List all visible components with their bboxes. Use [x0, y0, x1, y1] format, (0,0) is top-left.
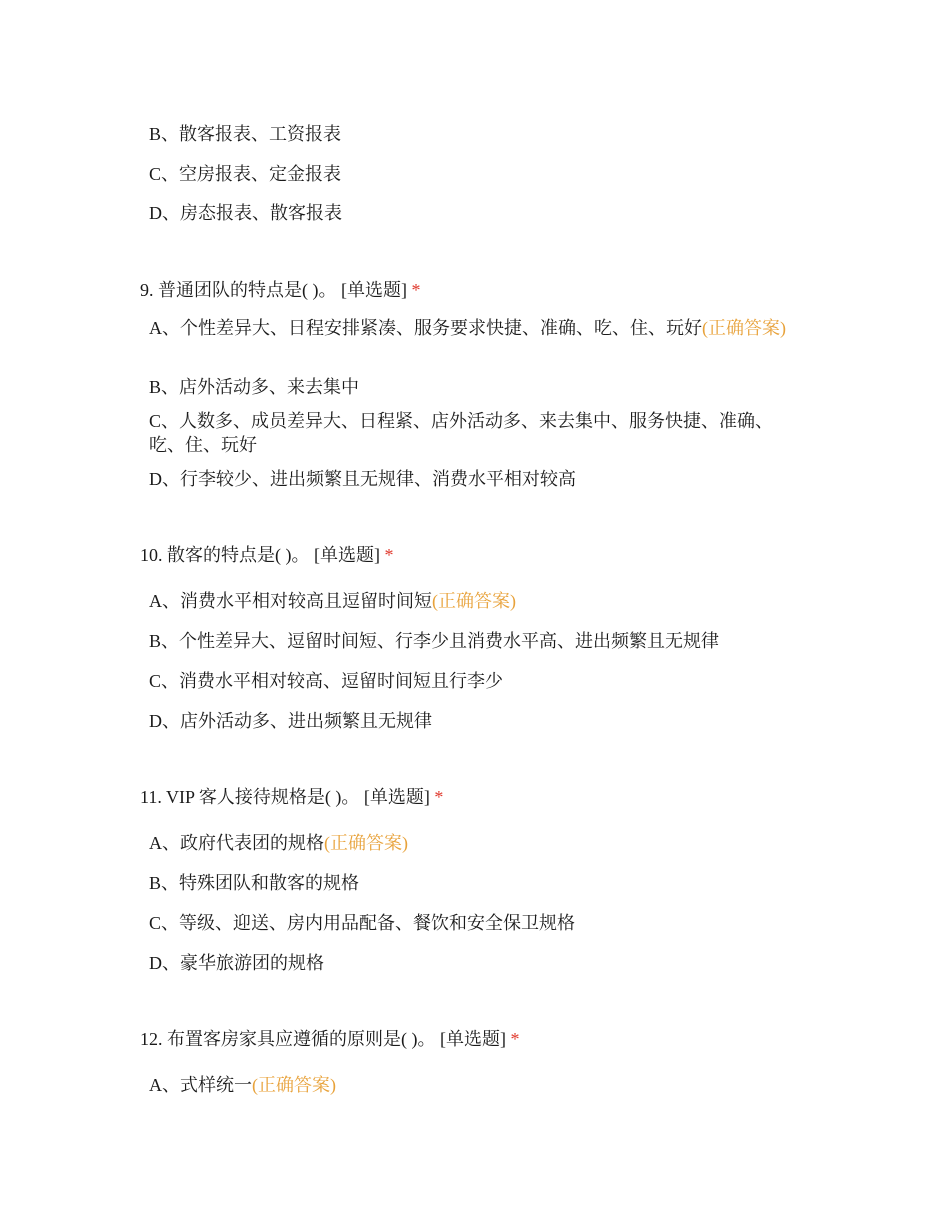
- option-text: C、人数多、成员差异大、日程紧、店外活动多、来去集中、服务快捷、准确、吃、住、玩好: [149, 411, 774, 455]
- q8-option-b: B、散客报表、工资报表: [149, 124, 342, 144]
- q10-option-d: [149, 709, 799, 733]
- option-text: A、个性差异大、日程安排紧凑、服务要求快捷、准确、吃、住、玩好: [149, 318, 702, 338]
- q10-option-b: [149, 629, 799, 653]
- required-mark: *: [510, 1029, 520, 1049]
- option-text: B、店外活动多、来去集中: [149, 377, 360, 397]
- q11-title: [140, 785, 820, 809]
- correct-answer-label: (正确答案): [252, 1075, 336, 1095]
- q10-option-c: [149, 669, 799, 693]
- q8-option-c: C、空房报表、定金报表: [149, 164, 342, 184]
- q9-option-d: [149, 467, 799, 491]
- required-mark: *: [434, 787, 444, 807]
- correct-answer-label: (正确答案): [324, 833, 408, 853]
- q10-title-text: 10. 散客的特点是( )。 [单选题]: [140, 545, 380, 565]
- q11-option-b: [149, 871, 799, 895]
- option-text: C、等级、迎送、房内用品配备、餐饮和安全保卫规格: [149, 913, 576, 933]
- correct-answer-label: (正确答案): [432, 591, 516, 611]
- option-text: C、消费水平相对较高、逗留时间短且行李少: [149, 671, 504, 691]
- q11-title-text: 11. VIP 客人接待规格是( )。 [单选题]: [140, 787, 430, 807]
- q12-title: [140, 1027, 820, 1051]
- q9-title: [140, 278, 820, 302]
- option-text: D、豪华旅游团的规格: [149, 953, 324, 973]
- q9-option-c: [149, 409, 799, 457]
- q11-option-d: [149, 951, 799, 975]
- q8-option-d: D、房态报表、散客报表: [149, 203, 342, 223]
- option-text: A、式样统一: [149, 1075, 252, 1095]
- option-text: D、店外活动多、进出频繁且无规律: [149, 711, 432, 731]
- q12-title-text: 12. 布置客房家具应遵循的原则是( )。 [单选题]: [140, 1029, 506, 1049]
- q12-option-a: [149, 1073, 799, 1097]
- option-text: B、个性差异大、逗留时间短、行李少且消费水平高、进出频繁且无规律: [149, 631, 720, 651]
- q11-option-c: [149, 911, 799, 935]
- q10-title: [140, 543, 820, 567]
- option-text: D、行李较少、进出频繁且无规律、消费水平相对较高: [149, 469, 576, 489]
- q10-option-a: [149, 589, 799, 613]
- q9-option-b: [149, 375, 799, 399]
- option-text: A、政府代表团的规格: [149, 833, 324, 853]
- correct-answer-label: (正确答案): [702, 318, 786, 338]
- option-text: A、消费水平相对较高且逗留时间短: [149, 591, 432, 611]
- required-mark: *: [411, 280, 421, 300]
- required-mark: *: [384, 545, 394, 565]
- q9-title-text: 9. 普通团队的特点是( )。 [单选题]: [140, 280, 407, 300]
- q11-option-a: [149, 831, 799, 855]
- option-text: B、特殊团队和散客的规格: [149, 873, 360, 893]
- q9-option-a: [149, 316, 799, 340]
